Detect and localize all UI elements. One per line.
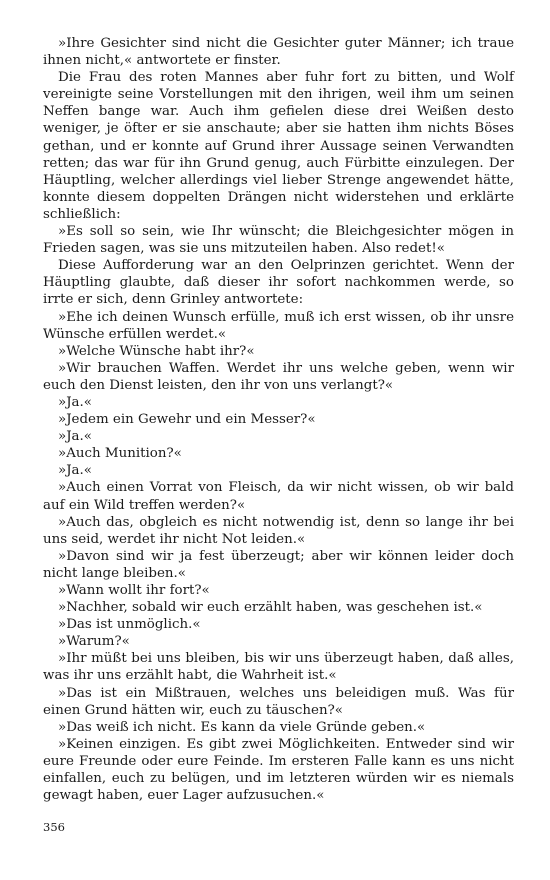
paragraph: »Ja.« <box>58 429 92 445</box>
paragraph: »Es soll so sein, wie Ihr wünscht; die Bleichgesichter mögen in Frieden sagen, was sie uns mitzuteilen haben. Also redet!« <box>43 224 514 257</box>
paragraph: »Auch das, obgleich es nicht notwendig ist, denn so lange ihr bei uns seid, werdet ihr nicht Not leiden.« <box>43 514 514 547</box>
paragraph: »Ihr müßt bei uns bleiben, bis wir uns überzeugt haben, daß alles, was ihr uns erzählt habt, die Wahrheit ist.« <box>43 651 514 684</box>
paragraph: »Welche Wünsche habt ihr?« <box>58 343 255 359</box>
page-text <box>43 35 514 804</box>
paragraph: »Nachher, sobald wir euch erzählt haben, was geschehen ist.« <box>58 600 483 616</box>
paragraph: »Ja.« <box>58 463 92 479</box>
paragraph: »Das ist unmöglich.« <box>58 617 201 633</box>
paragraph: »Wir brauchen Waffen. Werdet ihr uns welche geben, wenn wir euch den Dienst leisten, den ihr von uns verlangt?« <box>43 360 514 393</box>
paragraph: »Ihre Gesichter sind nicht die Gesichter guter Männer; ich traue ihnen nicht,« antwortete er finster. <box>43 36 514 69</box>
paragraph: Diese Aufforderung war an den Oelprinzen gerichtet. Wenn der Häuptling glaubte, daß dieser ihr sofort nachkommen werde, so irrte er sich, denn Grinley antwortete: <box>43 258 514 308</box>
paragraph: »Ehe ich deinen Wunsch erfülle, muß ich erst wissen, ob ihr unsre Wünsche erfüllen werdet.« <box>43 309 514 342</box>
paragraph: »Wann wollt ihr fort?« <box>58 583 210 598</box>
paragraph: »Ja.« <box>58 394 92 410</box>
page-number: 356 <box>43 820 65 834</box>
paragraph: Die Frau des roten Mannes aber fuhr fort zu bitten, und Wolf vereinigte seine Vorstellungen mit den ihrigen, weil ihm um seinen Neffen bange war. Auch ihm gefielen diese drei Weißen desto weniger, je öfter er sie anschaute; aber sie hatten ihm nichts Böses gethan, und er konnte auf Grund ihrer Aussage seinen Verwandten retten; das war für ihn Grund genug, auch Fürbitte einzulegen. Der Häuptling, welcher allerdings viel lieber Strenge angewendet hätte, konnte diesem doppelten Drängen nicht widerstehen und erklärte schließlich: <box>43 70 514 222</box>
paragraph: »Das weiß ich nicht. Es kann da viele Gründe geben.« <box>58 719 426 735</box>
paragraph: »Auch Munition?« <box>58 446 182 462</box>
paragraph: »Davon sind wir ja fest überzeugt; aber wir können leider doch nicht lange bleiben.« <box>43 548 514 581</box>
paragraph: »Das ist ein Mißtrauen, welches uns beleidigen muß. Was für einen Grund hätten wir, euch zu täuschen?« <box>43 685 514 718</box>
paragraph: »Keinen einzigen. Es gibt zwei Möglichkeiten. Entweder sind wir eure Freunde oder eure Feinde. Im ersteren Falle kann es uns nicht einfallen, euch zu belügen, und im letzteren würden wir es niemals gewagt haben, euer Lager aufzusuchen.« <box>43 736 514 804</box>
paragraph: »Auch einen Vorrat von Fleisch, da wir nicht wissen, ob wir bald auf ein Wild treffen werden?« <box>43 480 514 513</box>
paragraph: »Warum?« <box>58 634 130 650</box>
paragraph: »Jedem ein Gewehr und ein Messer?« <box>58 412 316 428</box>
